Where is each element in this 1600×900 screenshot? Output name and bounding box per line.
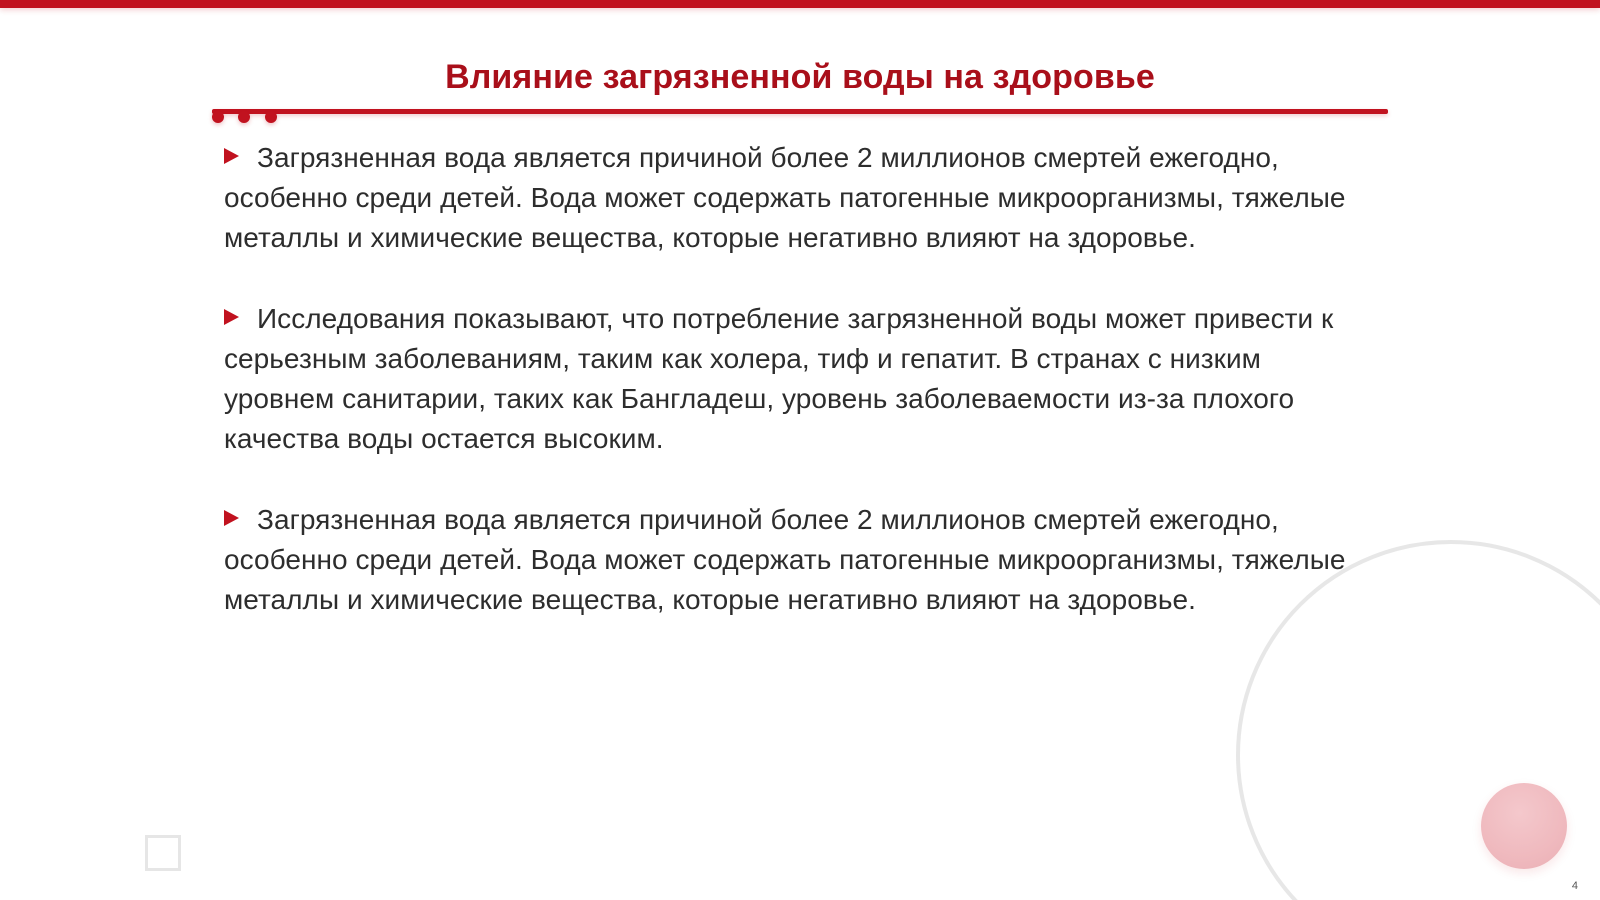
bullet-text-1: Загрязненная вода является причиной более 2 миллионов смертей ежегодно, особенно среди детей. Вода может содержать патогенные микроорганизмы, тяжелые металлы и химические вещества, которые негативно влияют на здоровье. xyxy=(224,142,1346,253)
top-accent-bar xyxy=(0,0,1600,8)
bullet-item-2 xyxy=(224,299,1379,459)
page-number: 4 xyxy=(1571,880,1578,892)
decorative-dot xyxy=(212,111,224,123)
decorative-square xyxy=(145,835,181,871)
triangle-bullet-icon xyxy=(224,309,239,325)
decorative-pink-circle xyxy=(1481,783,1567,869)
bullet-text-2: Исследования показывают, что потребление загрязненной воды может привести к серьезным заболеваниям, таким как холера, тиф и гепатит. В странах с низким уровнем санитарии, таких как Бангладеш, уровень заболеваемости из-за плохого качества воды остается высоким. xyxy=(224,303,1334,454)
bullet-item-3 xyxy=(224,500,1379,620)
decorative-dot xyxy=(265,111,277,123)
bullet-text-3: Загрязненная вода является причиной более 2 миллионов смертей ежегодно, особенно среди детей. Вода может содержать патогенные микроорганизмы, тяжелые металлы и химические вещества, которые негативно влияют на здоровье. xyxy=(224,504,1346,615)
slide-title: Влияние загрязненной воды на здоровье xyxy=(445,58,1155,96)
triangle-bullet-icon xyxy=(224,148,239,164)
bullet-list xyxy=(224,138,1379,661)
triangle-bullet-icon xyxy=(224,510,239,526)
decorative-dot xyxy=(238,111,250,123)
bullet-item-1 xyxy=(224,138,1379,258)
title-underline xyxy=(212,109,1388,114)
